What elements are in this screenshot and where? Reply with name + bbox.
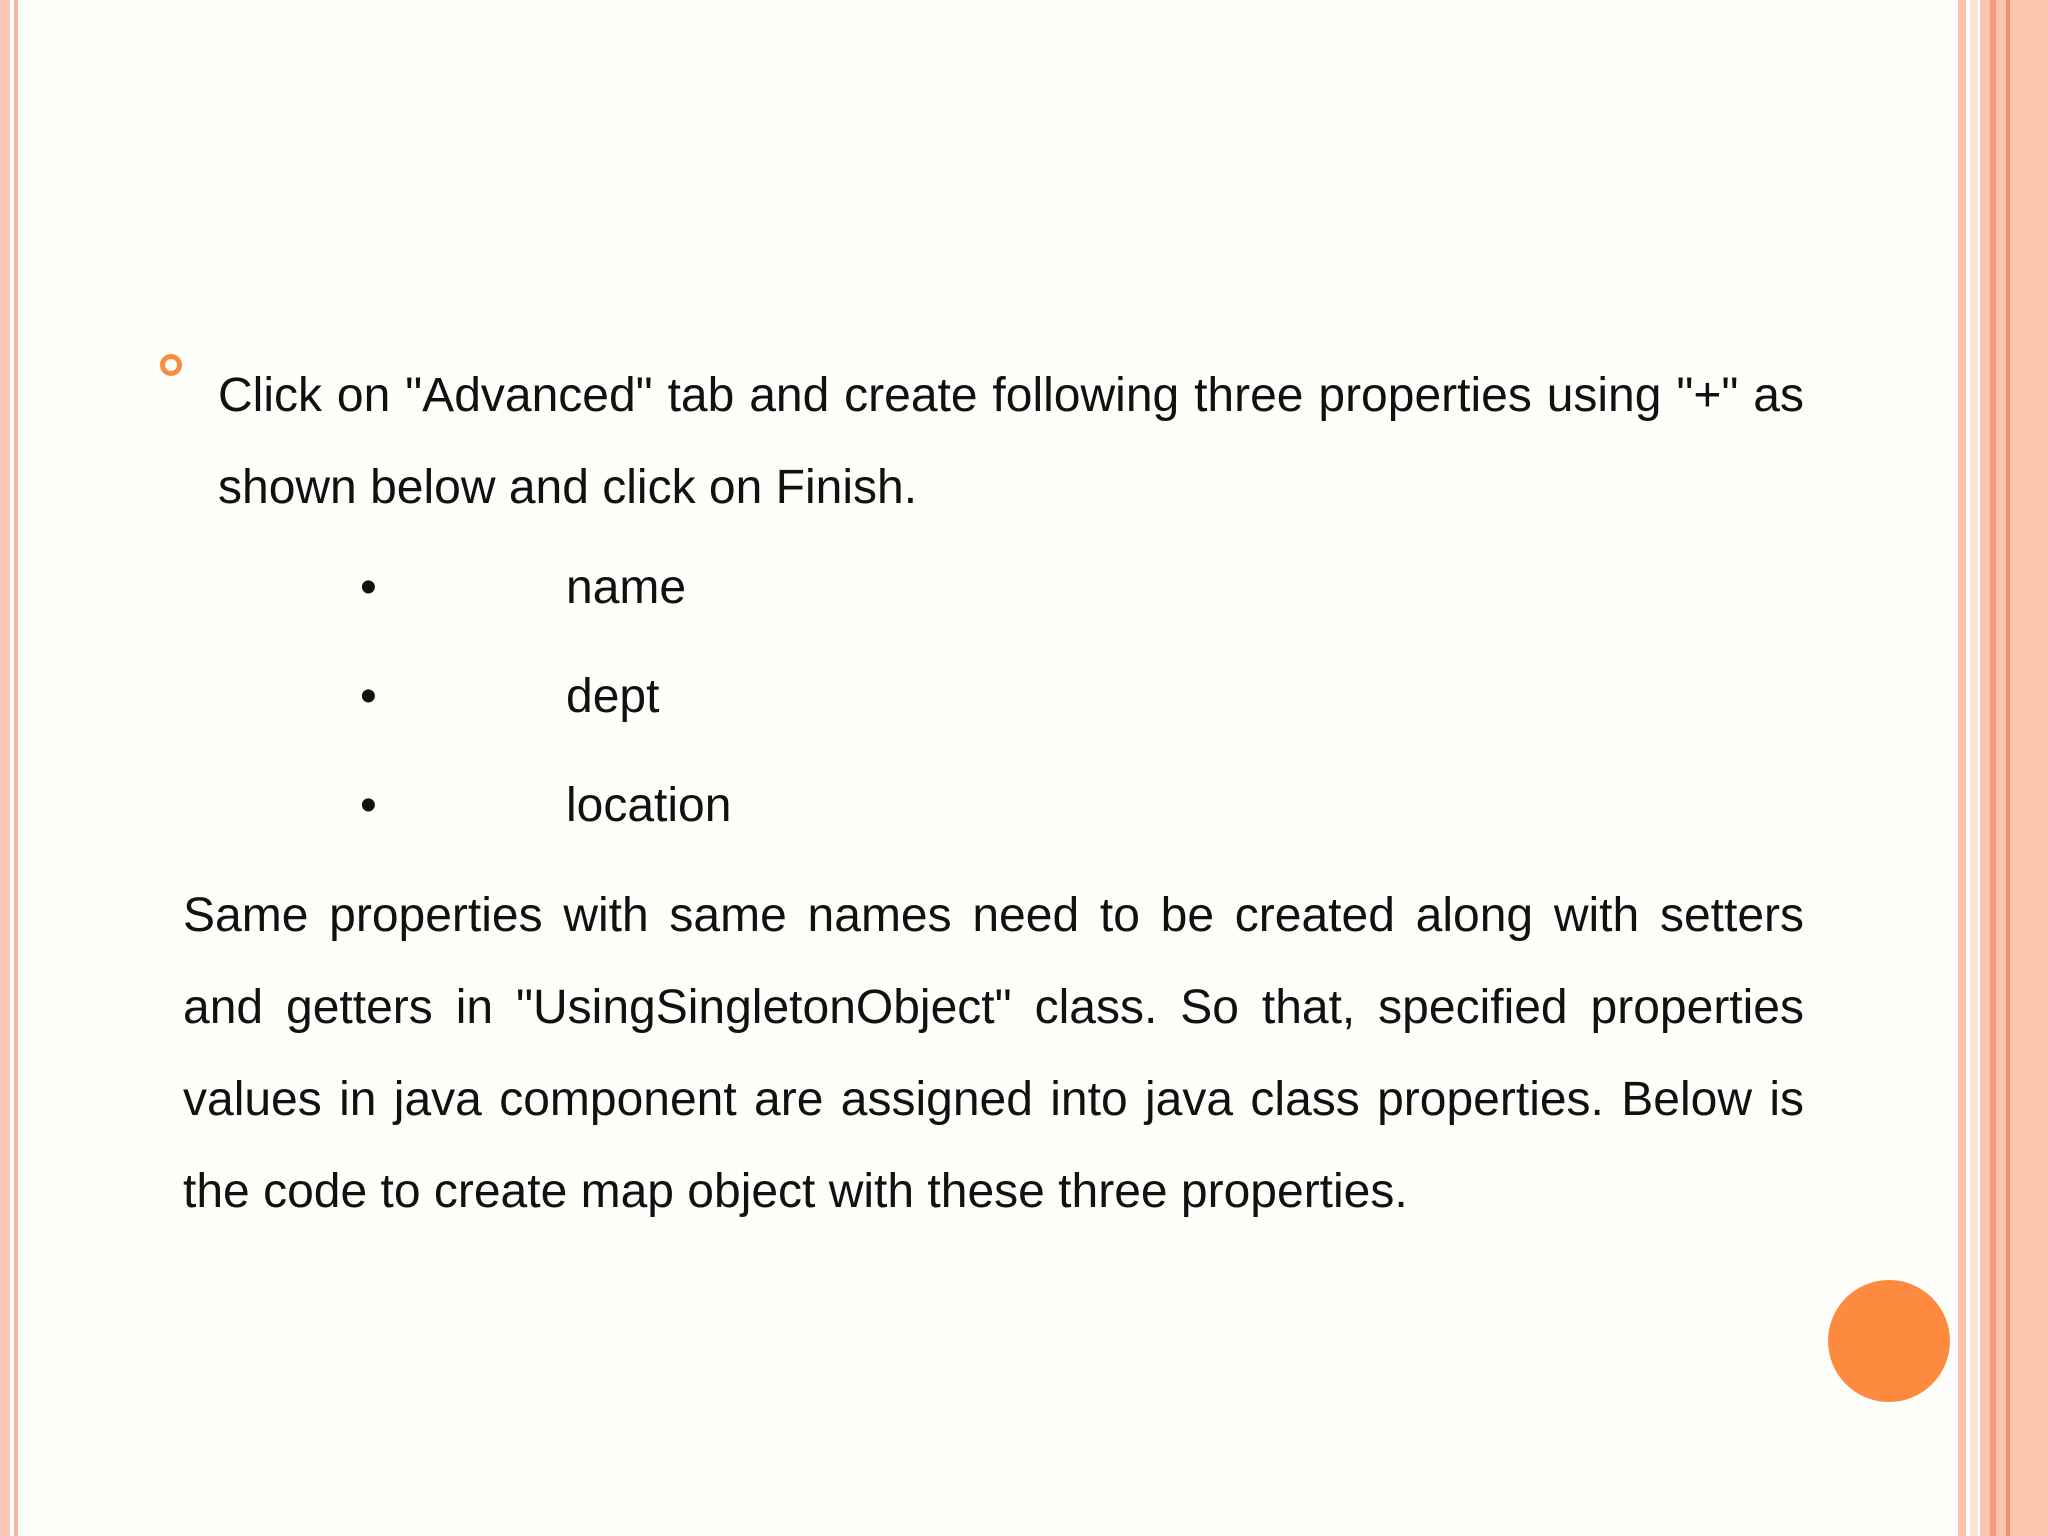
property-label: location <box>566 779 732 832</box>
bullet-dot-icon: • <box>360 561 377 614</box>
property-label: name <box>566 561 687 614</box>
bullet-dot-icon: • <box>360 779 377 832</box>
intro-paragraph: Click on "Advanced" tab and create following three properties using "+" as shown below and click on Finish. <box>218 369 1804 514</box>
bullet-dot-icon: • <box>360 670 377 723</box>
circle-outline-bullet-icon <box>160 354 182 376</box>
property-label: dept <box>566 670 660 723</box>
body-paragraph: Same properties with same names need to be created along with setters and getters in "UsingSingletonObject" class. So that, specified properties values in java component are assigned into java class properties. Below is the code to create map object with these three properties. <box>183 889 1804 1218</box>
